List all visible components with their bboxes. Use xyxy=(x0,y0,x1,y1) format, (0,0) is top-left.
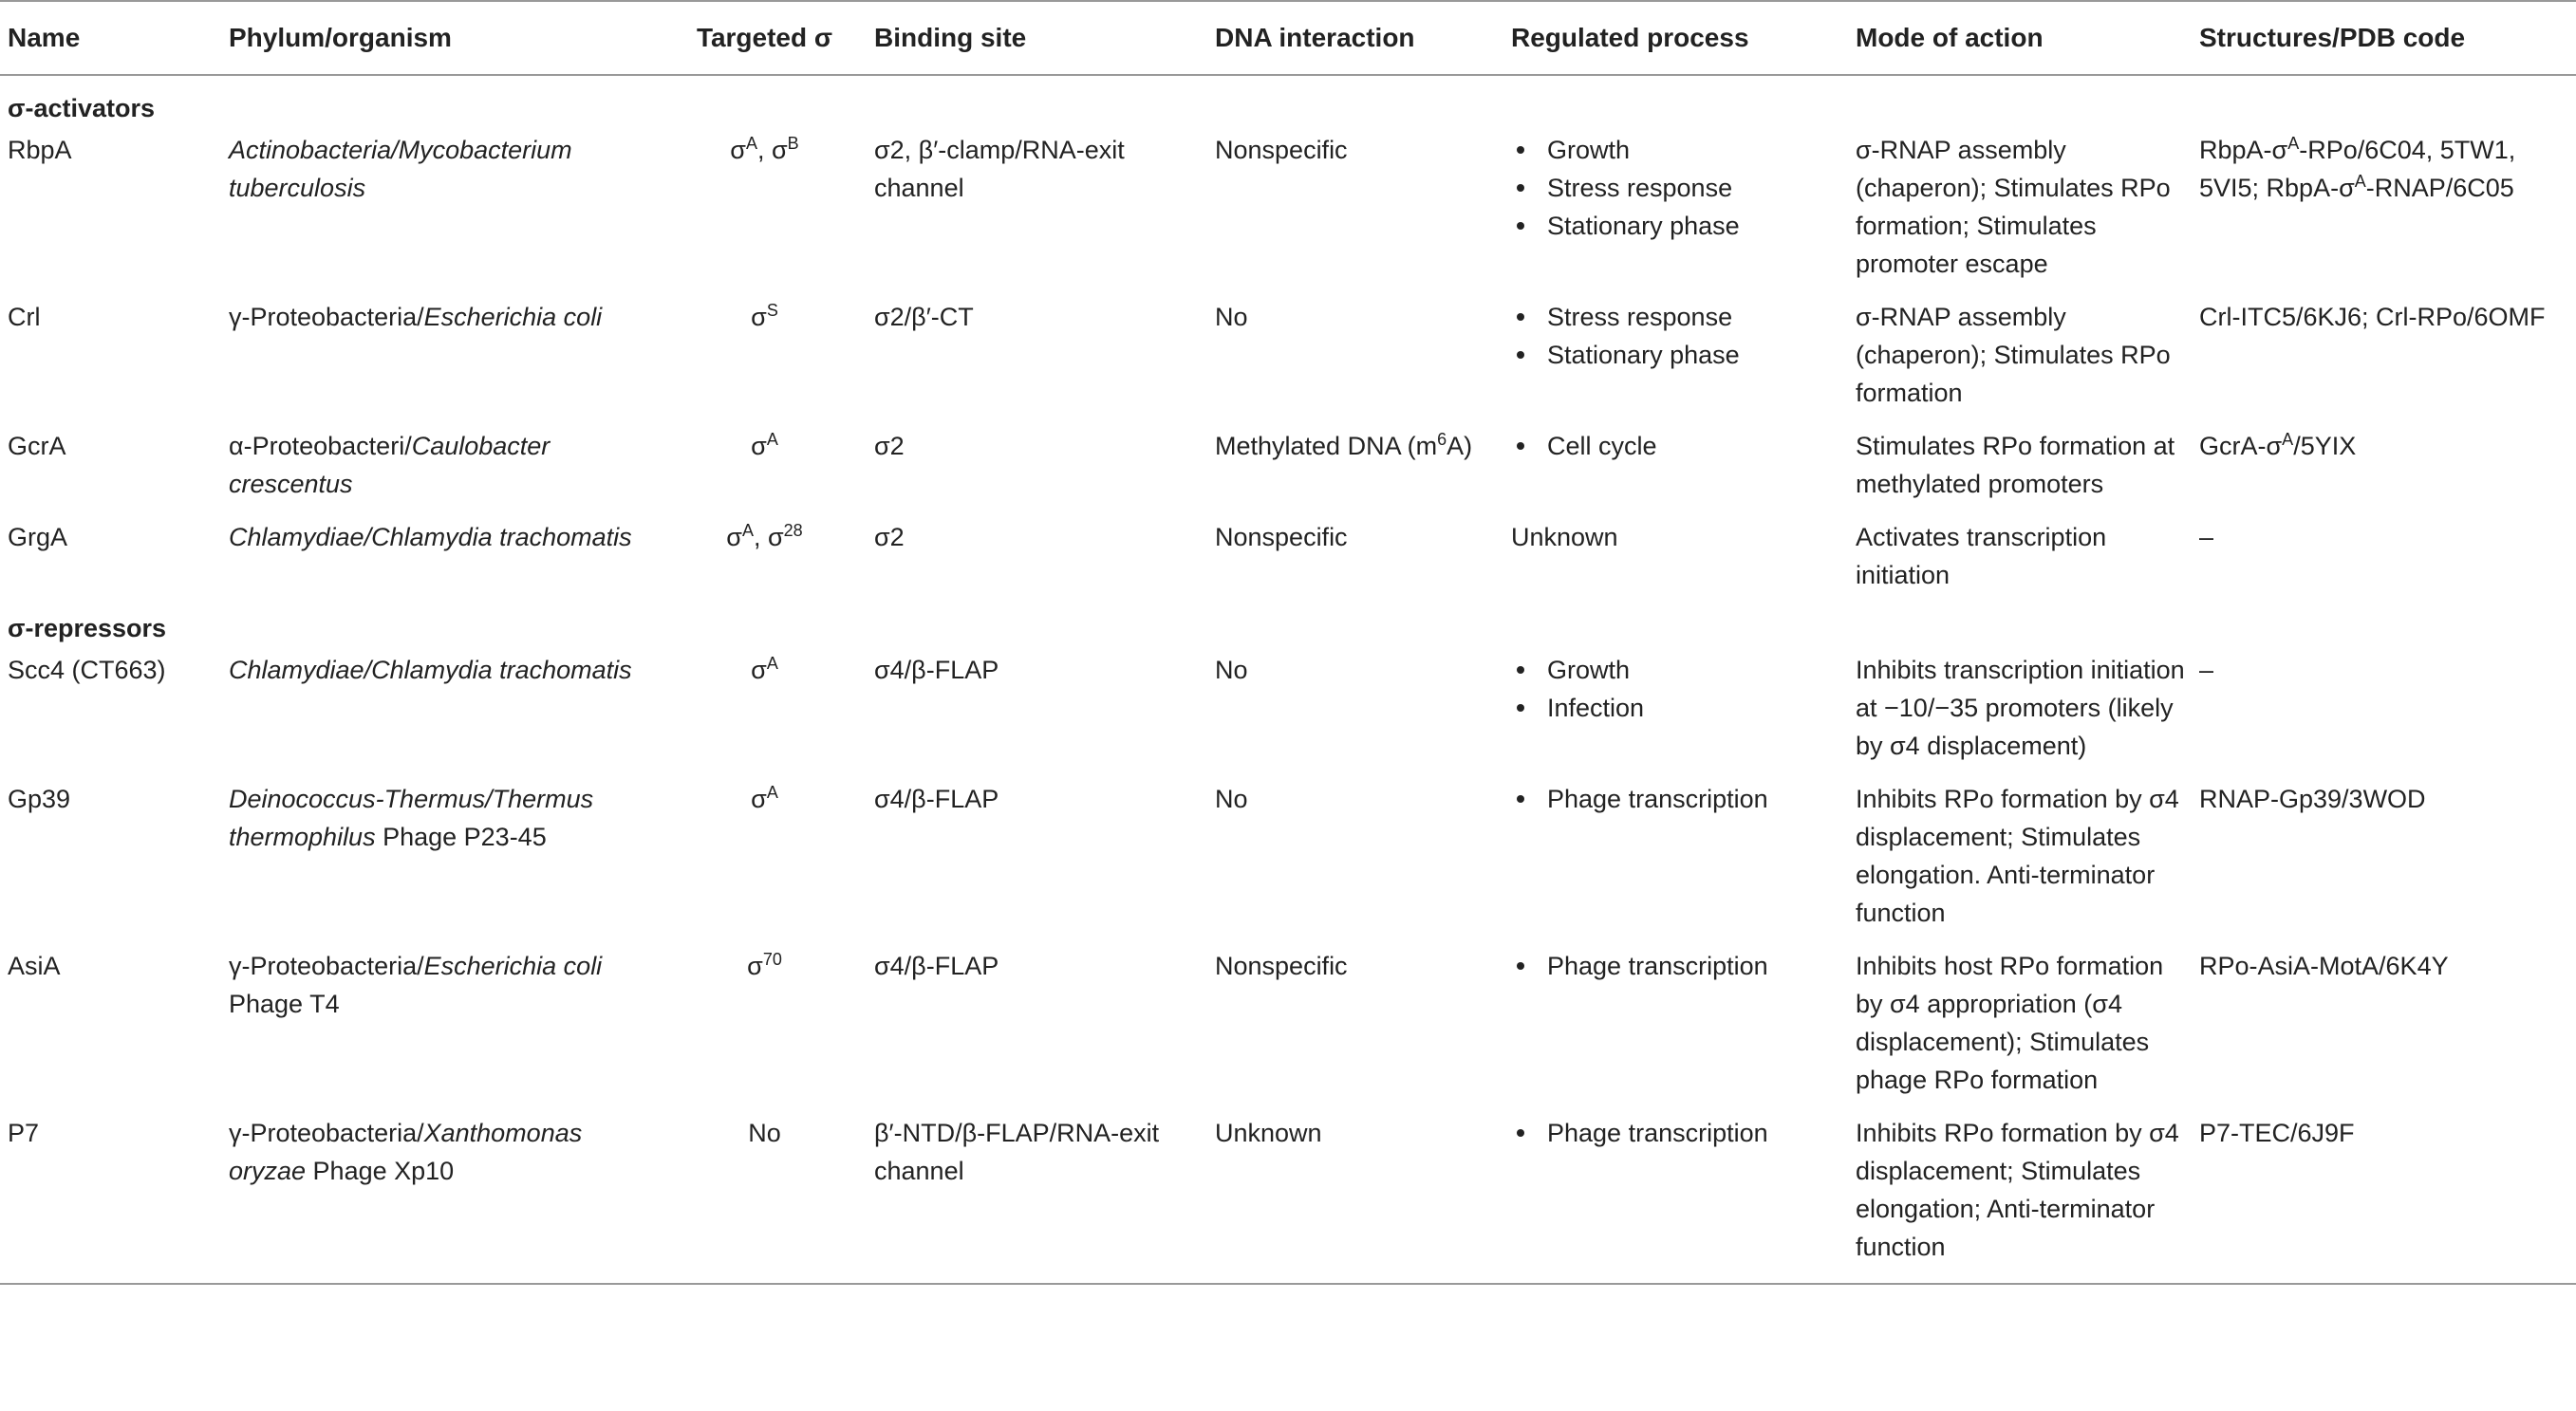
cell-organism: γ-Proteobacteria/Escherichia coli Phage T4 xyxy=(229,952,603,1018)
cell-structures: RPo-AsiA-MotA/6K4Y xyxy=(2199,952,2449,980)
cell-mode-of-action: Inhibits transcription initiation at −10/−35 promoters (likely by σ4 displacement) xyxy=(1856,656,2185,760)
process-item: Phage transcription xyxy=(1511,947,1848,985)
table-row xyxy=(0,514,2576,605)
cell-binding-site: σ2/β′-CT xyxy=(874,303,974,331)
cell-name: Crl xyxy=(8,303,41,331)
cell-organism: γ-Proteobacteria/Xanthomonas oryzae Phage Xp10 xyxy=(221,1110,663,1284)
cell-structures: RNAP-Gp39/3WOD xyxy=(2199,785,2426,813)
column-header-binding-site: Binding site xyxy=(867,1,1207,75)
cell-binding-site: σ2, β′-clamp/RNA-exit channel xyxy=(874,136,1125,202)
process-list xyxy=(1511,780,1848,818)
process-item: Growth xyxy=(1511,651,1848,689)
cell-targeted-sigma: $\sigma^S$ xyxy=(751,301,778,331)
process-item: Infection xyxy=(1511,689,1848,727)
cell-mode-of-action: Inhibits host RPo formation by σ4 appropriation (σ4 displacement); Stimulates phage RPo formation xyxy=(1856,952,2164,1094)
cell-organism: α-Proteobacteri/Caulobacter crescentus xyxy=(229,432,551,498)
process-item: Stress response xyxy=(1511,298,1848,336)
cell-name: AsiA xyxy=(8,952,61,980)
cell-mode-of-action: Inhibits RPo formation by σ4 displacement; Stimulates elongation; Anti-terminator function xyxy=(1848,1110,2192,1284)
table-row xyxy=(0,127,2576,294)
cell-name: GrgA xyxy=(8,523,68,551)
process-item: Phage transcription xyxy=(1511,1114,1848,1152)
table-row xyxy=(0,943,2576,1110)
cell-targeted-sigma: No xyxy=(663,1110,867,1284)
process-list xyxy=(1511,947,1848,985)
cell-targeted-sigma: $\sigma^A$ xyxy=(751,783,778,813)
cell-dna-interaction: Nonspecific xyxy=(1215,523,1348,551)
cell-structures: Crl-ITC5/6KJ6; Crl-RPo/6OMF xyxy=(2199,303,2546,331)
process-list xyxy=(1511,131,1848,245)
column-header-mode-of-action: Mode of action xyxy=(1848,1,2192,75)
table-row xyxy=(0,776,2576,943)
process-list xyxy=(1511,298,1848,374)
cell-organism: Actinobacteria/Mycobacterium tuberculosis xyxy=(229,136,572,202)
cell-name: RbpA xyxy=(8,136,72,164)
table-body xyxy=(0,75,2576,1284)
section-row-activators xyxy=(0,75,2576,127)
column-header-name: Name xyxy=(0,1,221,75)
cell-binding-site: σ4/β-FLAP xyxy=(874,656,999,684)
cell-regulated-process xyxy=(1503,776,1848,943)
process-item: Cell cycle xyxy=(1511,427,1848,465)
cell-regulated-process xyxy=(1503,1110,1848,1284)
cell-mode-of-action: Stimulates RPo formation at methylated promoters xyxy=(1856,432,2175,498)
process-item: Stationary phase xyxy=(1511,336,1848,374)
cell-regulated-process xyxy=(1503,423,1848,514)
cell-dna-interaction: Nonspecific xyxy=(1215,952,1348,980)
cell-dna-interaction: No xyxy=(1215,303,1248,331)
column-header-targeted-sigma: Targeted σ xyxy=(663,1,867,75)
cell-dna-interaction: Unknown xyxy=(1207,1110,1503,1284)
section-row-repressors xyxy=(0,605,2576,647)
cell-regulated-process xyxy=(1503,294,1848,423)
cell-binding-site: σ4/β-FLAP xyxy=(874,952,999,980)
cell-mode-of-action: σ-RNAP assembly (chaperon); Stimulates RPo formation xyxy=(1856,303,2171,407)
cell-regulated-process xyxy=(1503,943,1848,1110)
column-header-organism: Phylum/organism xyxy=(221,1,663,75)
column-header-structures: Structures/PDB code xyxy=(2192,1,2576,75)
table-header xyxy=(0,1,2576,75)
column-header-regulated-process: Regulated process xyxy=(1503,1,1848,75)
header-row xyxy=(0,1,2576,75)
cell-structures: GcrA-$\sigma^A/5YIX$ xyxy=(2199,430,2357,460)
cell-structures: – xyxy=(2199,656,2214,684)
cell-name: P7 xyxy=(0,1110,221,1284)
cell-targeted-sigma: $\sigma^A$, $\sigma^B$ xyxy=(730,134,799,164)
cell-regulated-process xyxy=(1503,127,1848,294)
process-item: Stress response xyxy=(1511,169,1848,207)
cell-binding-site: σ2 xyxy=(874,523,905,551)
process-list xyxy=(1511,651,1848,727)
cell-regulated-process xyxy=(1503,647,1848,776)
cell-name: Scc4 (CT663) xyxy=(8,656,166,684)
table-row xyxy=(0,294,2576,423)
cell-structures: – xyxy=(2199,523,2214,551)
cell-organism: γ-Proteobacteria/Escherichia coli xyxy=(229,303,603,331)
cell-name: GcrA xyxy=(8,432,66,460)
process-item: Growth xyxy=(1511,131,1848,169)
cell-organism: Chlamydiae/Chlamydia trachomatis xyxy=(229,523,632,551)
process-list xyxy=(1511,1114,1848,1152)
cell-name: Gp39 xyxy=(8,785,71,813)
cell-binding-site: σ4/β-FLAP xyxy=(874,785,999,813)
cell-targeted-sigma: $\sigma^A$ xyxy=(751,654,778,684)
process-list xyxy=(1511,427,1848,465)
section-label-repressors: σ-repressors xyxy=(8,614,167,642)
cell-dna-interaction: Methylated DNA $(m^6A)$ xyxy=(1215,430,1473,460)
cell-organism: Deinococcus-Thermus/Thermus thermophilus Phage P23-45 xyxy=(229,785,594,851)
cell-binding-site: β′-NTD/β-FLAP/RNA-exit channel xyxy=(867,1110,1207,1284)
cell-targeted-sigma: $\sigma^A$, $\sigma^{28}$ xyxy=(726,521,803,551)
cell-dna-interaction: No xyxy=(1215,656,1248,684)
cell-targeted-sigma: $\sigma^{70}$ xyxy=(747,950,782,980)
cell-dna-interaction: No xyxy=(1215,785,1248,813)
table-row xyxy=(0,647,2576,776)
cell-binding-site: σ2 xyxy=(874,432,905,460)
cell-regulated-process: Unknown xyxy=(1511,523,1618,551)
cell-structures: RbpA-$\sigma^A-RPo/6C04$, 5TW1, 5VI5; RbpA-$\sigma^A-RNAP/6C05$ xyxy=(2199,134,2516,202)
cell-organism: Chlamydiae/Chlamydia trachomatis xyxy=(229,656,632,684)
cell-dna-interaction: Nonspecific xyxy=(1215,136,1348,164)
table-row xyxy=(0,423,2576,514)
process-item: Stationary phase xyxy=(1511,207,1848,245)
cell-structures: P7-TEC/6J9F xyxy=(2192,1110,2576,1284)
cell-targeted-sigma: $\sigma^A$ xyxy=(751,430,778,460)
section-label-activators: σ-activators xyxy=(8,94,156,122)
table-row xyxy=(0,1110,2576,1284)
cell-mode-of-action: Activates transcription initiation xyxy=(1856,523,2107,589)
cell-mode-of-action: Inhibits RPo formation by σ4 displacement; Stimulates elongation. Anti-terminator function xyxy=(1856,785,2179,927)
cell-mode-of-action: σ-RNAP assembly (chaperon); Stimulates RPo formation; Stimulates promoter escape xyxy=(1856,136,2171,278)
column-header-dna-interaction: DNA interaction xyxy=(1207,1,1503,75)
process-item: Phage transcription xyxy=(1511,780,1848,818)
